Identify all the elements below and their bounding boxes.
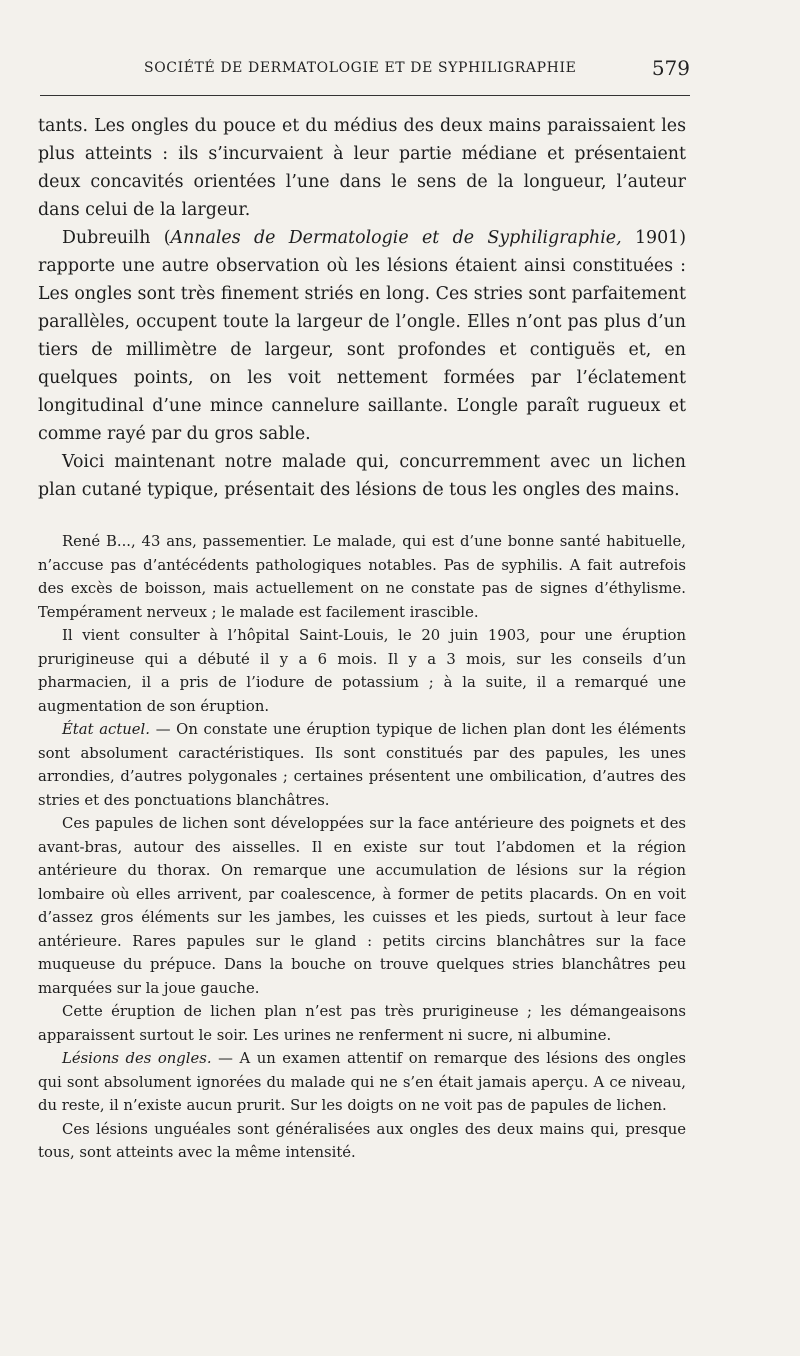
page-number: 579 (651, 56, 690, 80)
case-paragraph-history: René B..., 43 ans, passementier. Le malade, qui est d’une bonne santé habituelle, n’accuse pas d’antécédents pathologiques notables. Pas de syphilis. A fait autrefois des excès de boisson, mais actuellement on ne constate pas de signes d’éthylisme. Tempérament nerveux ; le malade est facilement irascible. (38, 533, 686, 621)
current-state-text: — On constate une éruption typique de lichen plan dont les éléments sont absolument caractéristiques. Ils sont constitués par des papules, les unes arrondies, d’autres polygonales ; certaines présentent une ombilication, d’autres des stries et des ponctuations blanchâtres. (38, 721, 687, 809)
case-paragraph-generalized: Ces lésions unguéales sont généralisées aux ongles des deux mains qui, presque tous, sont atteints avec la même intensité. (38, 1120, 686, 1161)
case-paragraph-current-state (38, 718, 686, 812)
paragraph-patient-intro: Voici maintenant notre malade qui, concurremment avec un lichen plan cutané typique, présentait des lésions de tous les ongles des mains. (38, 452, 686, 500)
dubreuilh-text: 1901) rapporte une autre observation où les lésions étaient ainsi constituées : Les ongles sont très finement striés en long. Ces stries sont parfaitement parallèles, occupent toute la largeur de l’ongle. Elles n’ont pas plus d’un tiers de millimètre de largeur, sont profondes et contiguës et, en quelques points, on les voit nettement formées par l’éclatement longitudinal d’une mince cannelure saillante. L’ongle paraît rugueux et comme rayé par du gros sable. (38, 228, 687, 444)
header-rule (40, 95, 690, 96)
nail-lesions-text: — A un examen attentif on remarque des lésions des ongles qui sont absolument ignorées du malade qui ne s’en était jamais aperçu. A ce niveau, du reste, il n’existe aucun prurit. Sur les doigts on ne voit pas de papules de lichen. (38, 1050, 686, 1114)
case-paragraph-consultation: Il vient consulter à l’hôpital Saint-Louis, le 20 juin 1903, pour une éruption prurigineuse qui a débuté il y a 6 mois. Il y a 3 mois, sur les conseils d’un pharmacien, il a pris de l’iodure de potassium ; à la suite, il a remarqué une augmentation de son éruption. (38, 627, 686, 715)
dubreuilh-author: Dubreuilh ( (62, 228, 171, 248)
large-text-section (38, 112, 686, 504)
nail-lesions-label: Lésions des ongles. (62, 1050, 212, 1067)
case-paragraph-papules: Ces papules de lichen sont développées sur la face antérieure des poignets et des avant-bras, autour des aisselles. Il en existe sur tout l’abdomen et la région antérieure du thorax. On remarque une accumulation de lésions sur la région lombaire où elles arrivent, par coalescence, à former de petits placards. On en voit d’assez gros éléments sur les jambes, les cuisses et les pieds, surtout à leur face antérieure. Rares papules sur le gland : petits circins blanchâtres sur la face muqueuse du prépuce. Dans la bouche on trouve quelques stries blanchâtres peu marquées sur la joue gauche. (38, 815, 686, 997)
current-state-label: État actuel. (62, 721, 150, 738)
page-header (38, 58, 690, 84)
running-title: SOCIÉTÉ DE DERMATOLOGIE ET DE SYPHILIGRAPHIE (144, 60, 577, 76)
case-report-section (38, 530, 686, 1165)
body-text (38, 112, 686, 1165)
paragraph-continuation: tants. Les ongles du pouce et du médius des deux mains paraissaient les plus atteints : ils s’incurvaient à leur partie médiane et présentaient deux concavités orientées l’une dans le sens de la longueur, l’auteur dans celui de la largeur. (38, 116, 686, 220)
journal-title: Annales de Dermatologie et de Syphiligraphie, (170, 228, 622, 248)
case-paragraph-pruritus: Cette éruption de lichen plan n’est pas très prurigineuse ; les démangeaisons apparaissent surtout le soir. Les urines ne renferment ni sucre, ni albumine. (38, 1003, 686, 1044)
case-paragraph-nail-lesions (38, 1047, 686, 1118)
paragraph-dubreuilh (38, 224, 686, 448)
section-gap (38, 504, 686, 530)
